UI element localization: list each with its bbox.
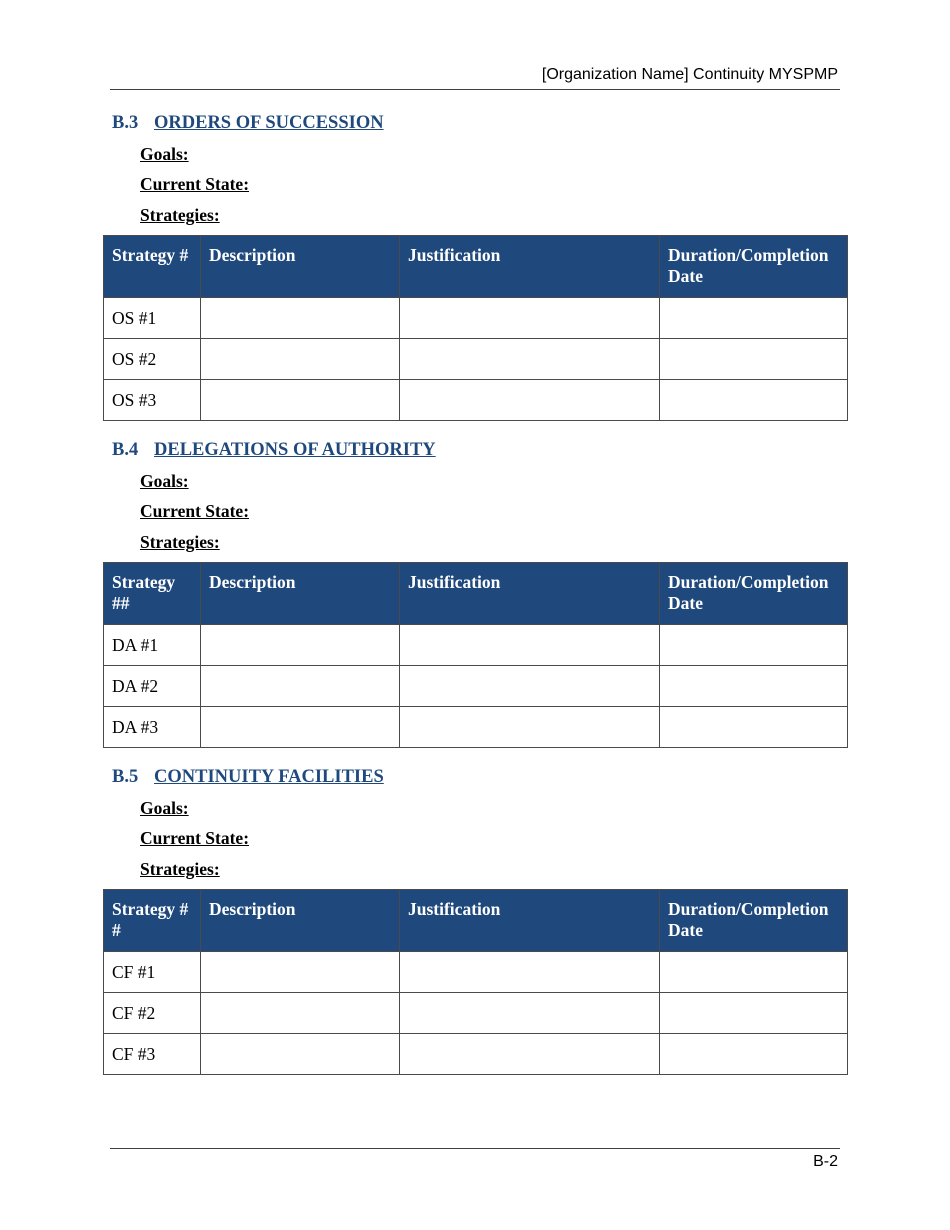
strategy-id-cell: DA #3 (104, 707, 201, 748)
goals-label: Goals: (140, 471, 189, 491)
table-row (104, 666, 848, 707)
strategies-table (103, 889, 848, 1075)
description-cell[interactable] (201, 707, 400, 748)
strategy-id-cell: OS #3 (104, 380, 201, 421)
section-number: B.5 (112, 767, 139, 787)
current-state-label: Current State: (140, 828, 250, 848)
document-header-title: [Organization Name] Continuity MYSPMP (541, 66, 838, 83)
table-row (104, 1034, 848, 1075)
table-row (104, 993, 848, 1034)
justification-cell[interactable] (400, 298, 660, 339)
duration-cell[interactable] (660, 380, 848, 421)
duration-cell[interactable] (660, 707, 848, 748)
duration-cell[interactable] (660, 1034, 848, 1075)
description-cell[interactable] (201, 298, 400, 339)
strategies-label: Strategies: (140, 859, 220, 879)
current-state-label: Current State: (140, 174, 250, 194)
section-title: CONTINUITY FACILITIES (154, 767, 384, 787)
strategy-id-cell: CF #2 (104, 993, 201, 1034)
column-header-duration: Duration/Completion Date (660, 890, 848, 952)
column-header-strategy: Strategy # # (104, 890, 201, 952)
justification-cell[interactable] (400, 339, 660, 380)
description-cell[interactable] (201, 1034, 400, 1075)
strategies-table (103, 235, 848, 421)
table-row (104, 339, 848, 380)
duration-cell[interactable] (660, 952, 848, 993)
description-cell[interactable] (201, 952, 400, 993)
strategy-id-cell: DA #1 (104, 625, 201, 666)
table-row (104, 952, 848, 993)
goals-label: Goals: (140, 144, 189, 164)
justification-cell[interactable] (400, 380, 660, 421)
description-cell[interactable] (201, 339, 400, 380)
goals-label: Goals: (140, 798, 189, 818)
table-row (104, 380, 848, 421)
section-title: ORDERS OF SUCCESSION (154, 113, 384, 133)
table-header-row (104, 890, 848, 952)
table-row (104, 625, 848, 666)
duration-cell[interactable] (660, 666, 848, 707)
strategies-label: Strategies: (140, 205, 220, 225)
table-row (104, 298, 848, 339)
duration-cell[interactable] (660, 298, 848, 339)
section-title: DELEGATIONS OF AUTHORITY (154, 440, 436, 460)
table-header-row (104, 563, 848, 625)
column-header-strategy: Strategy ## (104, 563, 201, 625)
description-cell[interactable] (201, 380, 400, 421)
strategy-id-cell: DA #2 (104, 666, 201, 707)
justification-cell[interactable] (400, 952, 660, 993)
description-cell[interactable] (201, 666, 400, 707)
justification-cell[interactable] (400, 625, 660, 666)
strategy-id-cell: OS #2 (104, 339, 201, 380)
justification-cell[interactable] (400, 993, 660, 1034)
column-header-duration: Duration/Completion Date (660, 236, 848, 298)
page-footer (110, 1148, 840, 1170)
strategies-label: Strategies: (140, 532, 220, 552)
column-header-strategy: Strategy # (104, 236, 201, 298)
section-number: B.3 (112, 113, 139, 133)
strategy-id-cell: CF #1 (104, 952, 201, 993)
justification-cell[interactable] (400, 666, 660, 707)
duration-cell[interactable] (660, 339, 848, 380)
duration-cell[interactable] (660, 625, 848, 666)
current-state-label: Current State: (140, 501, 250, 521)
justification-cell[interactable] (400, 1034, 660, 1075)
description-cell[interactable] (201, 993, 400, 1034)
strategies-table (103, 562, 848, 748)
column-header-justification: Justification (400, 236, 660, 298)
table-row (104, 707, 848, 748)
table-header-row (104, 236, 848, 298)
page-header (110, 64, 840, 90)
duration-cell[interactable] (660, 993, 848, 1034)
strategy-id-cell: OS #1 (104, 298, 201, 339)
column-header-description: Description (201, 890, 400, 952)
justification-cell[interactable] (400, 707, 660, 748)
section-heading (112, 113, 384, 134)
section-heading (112, 440, 436, 461)
column-header-description: Description (201, 236, 400, 298)
section-number: B.4 (112, 440, 139, 460)
description-cell[interactable] (201, 625, 400, 666)
strategy-id-cell: CF #3 (104, 1034, 201, 1075)
page-number: B-2 (813, 1153, 838, 1170)
column-header-justification: Justification (400, 563, 660, 625)
column-header-justification: Justification (400, 890, 660, 952)
section-heading (112, 767, 384, 788)
column-header-description: Description (201, 563, 400, 625)
column-header-duration: Duration/Completion Date (660, 563, 848, 625)
